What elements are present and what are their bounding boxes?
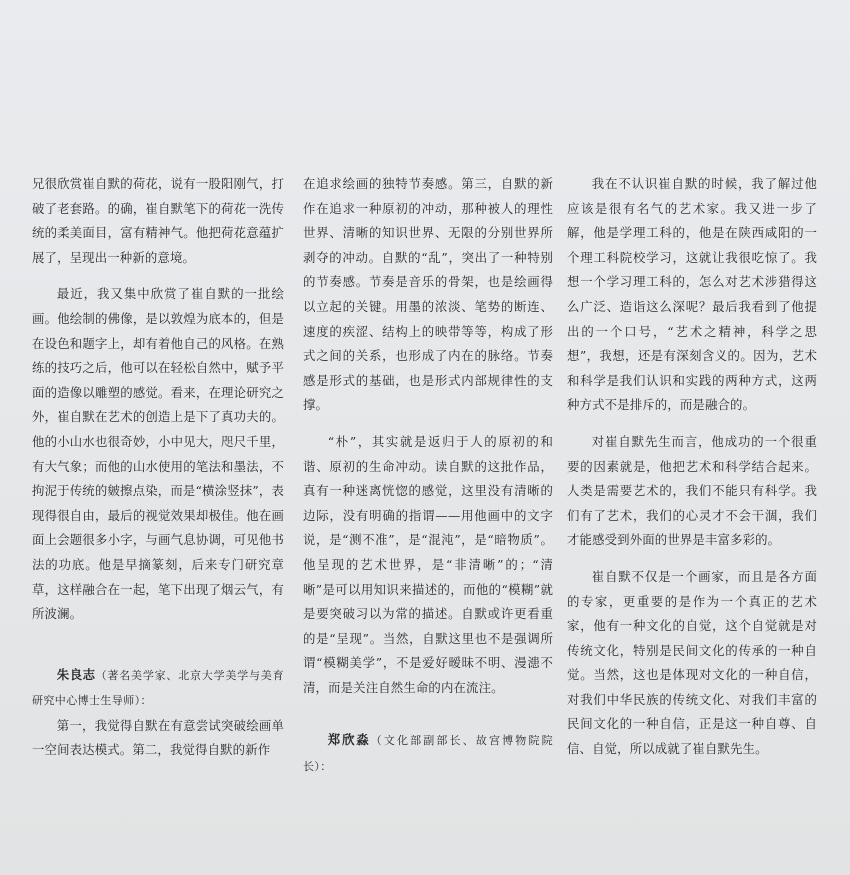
speaker-role: （著名美学家、北京大学美学与美育研究中心博士生导师）： — [32, 668, 285, 708]
paragraph: “朴”，其实就是返归于人的原初的和谐、原初的生命冲动。读自默的这批作品，真有一种迷离恍惚的感觉，这里没有清晰的边际，没有明确的指谓——用他画中的文字说，是“测不准”，是“混沌”，是“暗物质”。他呈现的艺术世界，是“非清晰”的；“清晰”是可以用知识来描述的，而他的“模糊”就是要突破习以为常的描述。自默或许更看重的是“呈现”。当然，自默这里也不是强调所谓“模糊美学”，不是爱好暧昧不明、漫漶不清，而是关注自然生命的内在流注。 — [303, 433, 553, 695]
paragraph: 对崔自默先生而言，他成功的一个很重要的因素就是，他把艺术和科学结合起来。人类是需要艺术的，我们不能只有科学。我们有了艺术，我们的心灵才不会干涸，我们才能感受到外面的世界是丰富多彩的。 — [567, 433, 817, 548]
speaker-heading — [32, 663, 284, 714]
speaker-heading — [303, 728, 553, 779]
speaker-name: 朱良志 — [56, 666, 96, 682]
text-column-1 — [32, 172, 284, 775]
paragraph: 最近，我又集中欣赏了崔自默的一批绘画。他绘制的佛像，是以敦煌为底本的，但是在设色和题字上，却有着他自己的风格。在熟练的技巧之后，他可以在轻松自然中，赋予平面的造像以雕塑的感觉。看来，在理论研究之外，崔自默在艺术的创造上是下了真功夫的。他的小山水也很奇妙，小中见大，咫尺千里，有大气象；而他的山水使用的笔法和墨法，不拘泥于传统的皴擦点染，而是“横涂竖抹”，表现得很自由，最后的视觉效果却极佳。他在画面上会题很多小字，与画气息协调，可见他书法的功底。他是早摘篆刻，后来专门研究章草，这样融合在一起，笔下出现了烟云气，有所波澜。 — [32, 286, 284, 622]
speaker-name: 郑欣淼 — [327, 732, 371, 748]
paragraph: 崔自默不仅是一个画家，而且是各方面的专家，更重要的是作为一个真正的艺术家，他有一种文化的自觉，这个自觉就是对传统文化，特别是民间文化的传承的一种自觉。当然，这也是体现对文化的一种自信，对我们中华民族的传统文化、对我们丰富的民间文化的一种自信，正是这一种自尊、自信、自觉，所以成就了崔自默先生。 — [567, 568, 817, 757]
paragraph: 在追求绘画的独特节奏感。第三，自默的新作在追求一种原初的冲动，那种被人的理性世界、清晰的知识世界、无限的分别世界所剥夺的冲动。自默的“乱”，突出了一种特别的节奏感。节奏是音乐的骨架，也是绘画得以立起的关键。用墨的浓淡、笔势的断连、速度的疾涩、结构上的映带等等，构成了形式之间的关系，也形成了内在的脉络。节奏感是形式的基础，也是形式内部规律性的支撑。 — [303, 176, 553, 413]
speaker-role: （文化部副部长、故宫博物院院长）： — [303, 734, 553, 774]
text-column-3 — [567, 172, 817, 774]
paragraph: 兄很欣赏崔自默的荷花，说有一股阳刚气，打破了老套路。的确，崔自默笔下的荷花一洗传统的柔美面目，富有精神气。他把荷花意蕴扩展了，呈现出一种新的意境。 — [32, 176, 284, 265]
paragraph: 我在不认识崔自默的时候，我了解过他应该是很有名气的艺术家。我又进一步了解，他是学理工科的，他是在陕西咸阳的一个理工科院校学习，这就让我很吃惊了。我想一个学习理工科的，怎么对艺术涉猎得这么广泛、造诣这么深呢？最后我看到了他提出的一个口号，“艺术之精神，科学之思想”，我想，还是有深刻含义的。因为，艺术和科学是我们认识和实践的两种方式，这两种方式不是排斥的，而是融合的。 — [567, 176, 817, 413]
paragraph: 第一，我觉得自默在有意尝试突破绘画单一空间表达模式。第二，我觉得自默的新作 — [32, 717, 284, 758]
text-column-2 — [303, 172, 553, 780]
